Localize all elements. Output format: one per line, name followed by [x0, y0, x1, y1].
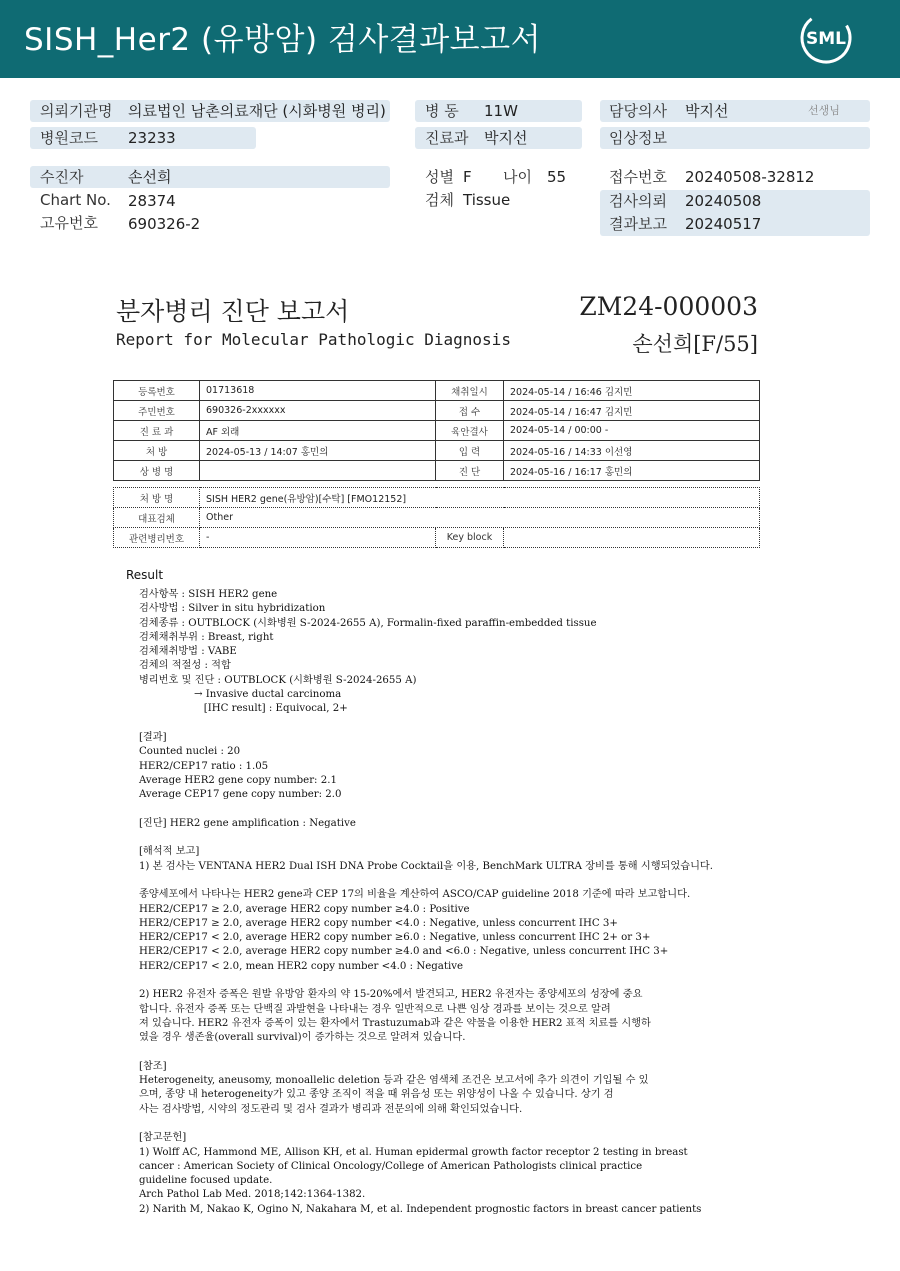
report-line: [결과]	[126, 731, 167, 743]
report-line: HER2/CEP17 ratio : 1.05	[126, 760, 269, 772]
table-cell: 입 력	[436, 441, 504, 461]
institution-value: 의료법인 남촌의료재단 (시화병원 병리)	[128, 102, 386, 120]
rx-value: SISH HER2 gene(유방암)[수탁] [FMO12152]	[200, 488, 760, 508]
report-title-english: Report for Molecular Pathologic Diagnosis	[116, 330, 511, 349]
chart-label: Chart No.	[40, 191, 111, 209]
table-row	[114, 381, 760, 401]
table-cell: AF 외래	[200, 421, 436, 441]
report-line: 였을 경우 생존율(overall survival)이 증가하는 것으로 알려져 있습니다.	[126, 1032, 466, 1044]
report-line	[126, 1117, 746, 1131]
table-cell: 2024-05-16 / 14:33 이선영	[504, 441, 760, 461]
sex-value: F	[463, 168, 472, 186]
institution-label: 의뢰기관명	[40, 102, 113, 120]
specimen-value: Tissue	[463, 191, 511, 209]
doctor-label: 담당의사	[609, 102, 667, 120]
logo-text: SML	[806, 29, 846, 49]
sml-logo	[798, 10, 854, 66]
report-label: 결과보고	[609, 215, 667, 233]
table-cell: 등록번호	[114, 381, 200, 401]
table-cell: 처 방	[114, 441, 200, 461]
table-cell	[200, 461, 436, 481]
receipt-label: 접수번호	[609, 168, 667, 186]
doctor-suffix: 선생님	[808, 104, 840, 117]
report-line: HER2/CEP17 < 2.0, average HER2 copy number ≥4.0 and <6.0 : Negative, unless concurrent IHC 3+	[126, 946, 669, 958]
patient-value: 손선희	[128, 168, 172, 186]
table-cell: 2024-05-13 / 14:07 홍민의	[200, 441, 436, 461]
related-value: -	[200, 528, 436, 548]
report-line	[126, 874, 746, 888]
doctor-value: 박지선	[685, 102, 729, 120]
report-line: [참고문헌]	[126, 1132, 187, 1144]
report-title-korean: 분자병리 진단 보고서	[116, 297, 350, 326]
report-line: 2) Narith M, Nakao K, Ogino N, Nakahara M, et al. Independent prognostic factors in breast cancer patients	[126, 1203, 702, 1215]
report-line	[126, 802, 746, 816]
patient-label: 수진자	[40, 168, 84, 186]
report-line: 1) 본 검사는 VENTANA HER2 Dual ISH DNA Probe Cocktail을 이용, BenchMark ULTRA 장비를 통해 시행되었습니다.	[126, 860, 714, 872]
report-line	[126, 974, 746, 988]
result-body	[126, 566, 746, 1217]
report-line: 사는 검사방법, 시약의 정도관리 및 검사 결과가 병리과 전문의에 의해 확인되었습니다.	[126, 1103, 523, 1115]
table-row	[114, 461, 760, 481]
report-line: Counted nuclei : 20	[126, 746, 241, 758]
report-line: 종양세포에서 나타나는 HER2 gene과 CEP 17의 비율을 계산하여 ASCO/CAP guideline 2018 기준에 따라 보고합니다.	[126, 889, 691, 901]
ward-value: 11W	[484, 102, 518, 120]
receipt-value: 20240508-32812	[685, 168, 815, 186]
hospital-code-label: 병원코드	[40, 129, 98, 147]
report-line: 검체종류 : OUTBLOCK (시화병원 S-2024-2655 A), Formalin-fixed paraffin-embedded tissue	[126, 617, 597, 629]
report-line	[126, 831, 746, 845]
table-cell: 상 병 명	[114, 461, 200, 481]
report-line: 검체채취방법 : VABE	[126, 646, 237, 658]
report-line: HER2/CEP17 < 2.0, average HER2 copy number ≥6.0 : Negative, unless concurrent IHC 2+ or 3+	[126, 932, 651, 944]
registration-table	[113, 380, 760, 481]
report-line: HER2/CEP17 ≥ 2.0, average HER2 copy number ≥4.0 : Positive	[126, 903, 470, 915]
specimen-label: 검체	[425, 191, 454, 209]
dept-value: 박지선	[484, 129, 528, 147]
report-line: 검체의 적절성 : 적합	[126, 660, 231, 672]
id-label: 고유번호	[40, 214, 98, 232]
rx-label: 처 방 명	[114, 488, 200, 508]
table-cell: 채취일시	[436, 381, 504, 401]
report-line: cancer : American Society of Clinical Oncology/College of American Pathologists clinical practice	[126, 1160, 643, 1172]
report-value: 20240517	[685, 215, 762, 233]
report-patient: 손선희[F/55]	[632, 332, 758, 356]
report-line: 져 있습니다. HER2 유전자 증폭이 있는 환자에서 Trastuzumab과 같은 약물을 이용한 HER2 표적 치료를 시행하	[126, 1017, 651, 1029]
report-line: 검사항목 : SISH HER2 gene	[126, 589, 278, 600]
report-line: [진단] HER2 gene amplification : Negative	[126, 817, 356, 829]
table-cell: 2024-05-14 / 16:46 김지민	[504, 381, 760, 401]
report-line: 병리번호 및 진단 : OUTBLOCK (시화병원 S-2024-2655 A)	[126, 674, 417, 686]
table-cell: 2024-05-14 / 00:00 -	[504, 421, 760, 441]
report-line: Average CEP17 gene copy number: 2.0	[126, 789, 342, 801]
report-line: 으며, 종양 내 heterogeneity가 있고 종양 조직이 적을 때 위음성 또는 위양성이 나올 수 있습니다. 상기 검	[126, 1089, 614, 1101]
report-line: [IHC result] : Equivocal, 2+	[126, 703, 348, 715]
report-line: Heterogeneity, aneusomy, monoallelic deletion 등과 같은 염색체 조건은 보고서에 추가 의견이 기입될 수 있	[126, 1075, 649, 1087]
report-line	[126, 1046, 746, 1060]
table-cell: 진 단	[436, 461, 504, 481]
rep-label: 대표검체	[114, 508, 200, 528]
report-line: 검체채취부위 : Breast, right	[126, 631, 274, 643]
report-line: 합니다. 유전자 증폭 또는 단백질 과발현을 나타내는 경우 일반적으로 나쁜 임상 경과를 보이는 것으로 알려	[126, 1003, 611, 1015]
report-line: → Invasive ductal carcinoma	[126, 689, 342, 701]
table-cell: 2024-05-14 / 16:47 김지민	[504, 401, 760, 421]
key-block-label: Key block	[436, 528, 504, 548]
prescription-table	[113, 487, 760, 548]
table-cell: 주민번호	[114, 401, 200, 421]
sex-label: 성별	[425, 168, 454, 186]
id-value: 690326-2	[128, 215, 201, 233]
table-row	[114, 508, 760, 528]
age-label: 나이	[503, 168, 532, 186]
table-cell: 육안결사	[436, 421, 504, 441]
request-label: 검사의뢰	[609, 192, 667, 210]
table-cell: 2024-05-16 / 16:17 홍민의	[504, 461, 760, 481]
age-value: 55	[547, 168, 567, 186]
key-block-value	[504, 528, 760, 548]
table-row	[114, 401, 760, 421]
report-id: ZM24-000003	[579, 292, 758, 321]
table-cell: 진 료 과	[114, 421, 200, 441]
request-value: 20240508	[685, 192, 762, 210]
report-line: guideline focused update.	[126, 1175, 273, 1187]
report-line	[126, 717, 746, 731]
result-text	[126, 588, 746, 1217]
report-line: [해석적 보고]	[126, 846, 200, 858]
result-heading: Result	[126, 568, 164, 582]
table-row	[114, 488, 760, 508]
table-cell: 01713618	[200, 381, 436, 401]
report-line: HER2/CEP17 < 2.0, mean HER2 copy number <4.0 : Negative	[126, 960, 463, 972]
rep-value: Other	[200, 508, 760, 528]
report-line: 검사방법 : Silver in situ hybridization	[126, 603, 326, 615]
header-bar	[0, 0, 900, 78]
report-line: HER2/CEP17 ≥ 2.0, average HER2 copy number <4.0 : Negative, unless concurrent IHC 3+	[126, 917, 618, 929]
page-title: SISH_Her2 (유방암) 검사결과보고서	[24, 22, 542, 58]
table-row	[114, 421, 760, 441]
report-line: 2) HER2 유전자 증폭은 원발 유방암 환자의 약 15-20%에서 발견되고, HER2 유전자는 종양세포의 성장에 중요	[126, 989, 643, 1001]
table-row	[114, 441, 760, 461]
hospital-code-value: 23233	[128, 129, 176, 147]
table-cell: 접 수	[436, 401, 504, 421]
table-row	[114, 528, 760, 548]
table-cell: 690326-2xxxxxx	[200, 401, 436, 421]
chart-value: 28374	[128, 192, 176, 210]
ward-label: 병 동	[425, 102, 459, 120]
clinical-label: 임상정보	[609, 129, 667, 147]
report-line: Arch Pathol Lab Med. 2018;142:1364-1382.	[126, 1189, 366, 1201]
report-line: [참조]	[126, 1060, 167, 1072]
dept-label: 진료과	[425, 129, 469, 147]
report-line: 1) Wolff AC, Hammond ME, Allison KH, et al. Human epidermal growth factor receptor 2 testing in breast	[126, 1146, 688, 1158]
related-label: 관련병리번호	[114, 528, 200, 548]
patient-row	[30, 166, 390, 188]
report-line: Average HER2 gene copy number: 2.1	[126, 774, 337, 786]
